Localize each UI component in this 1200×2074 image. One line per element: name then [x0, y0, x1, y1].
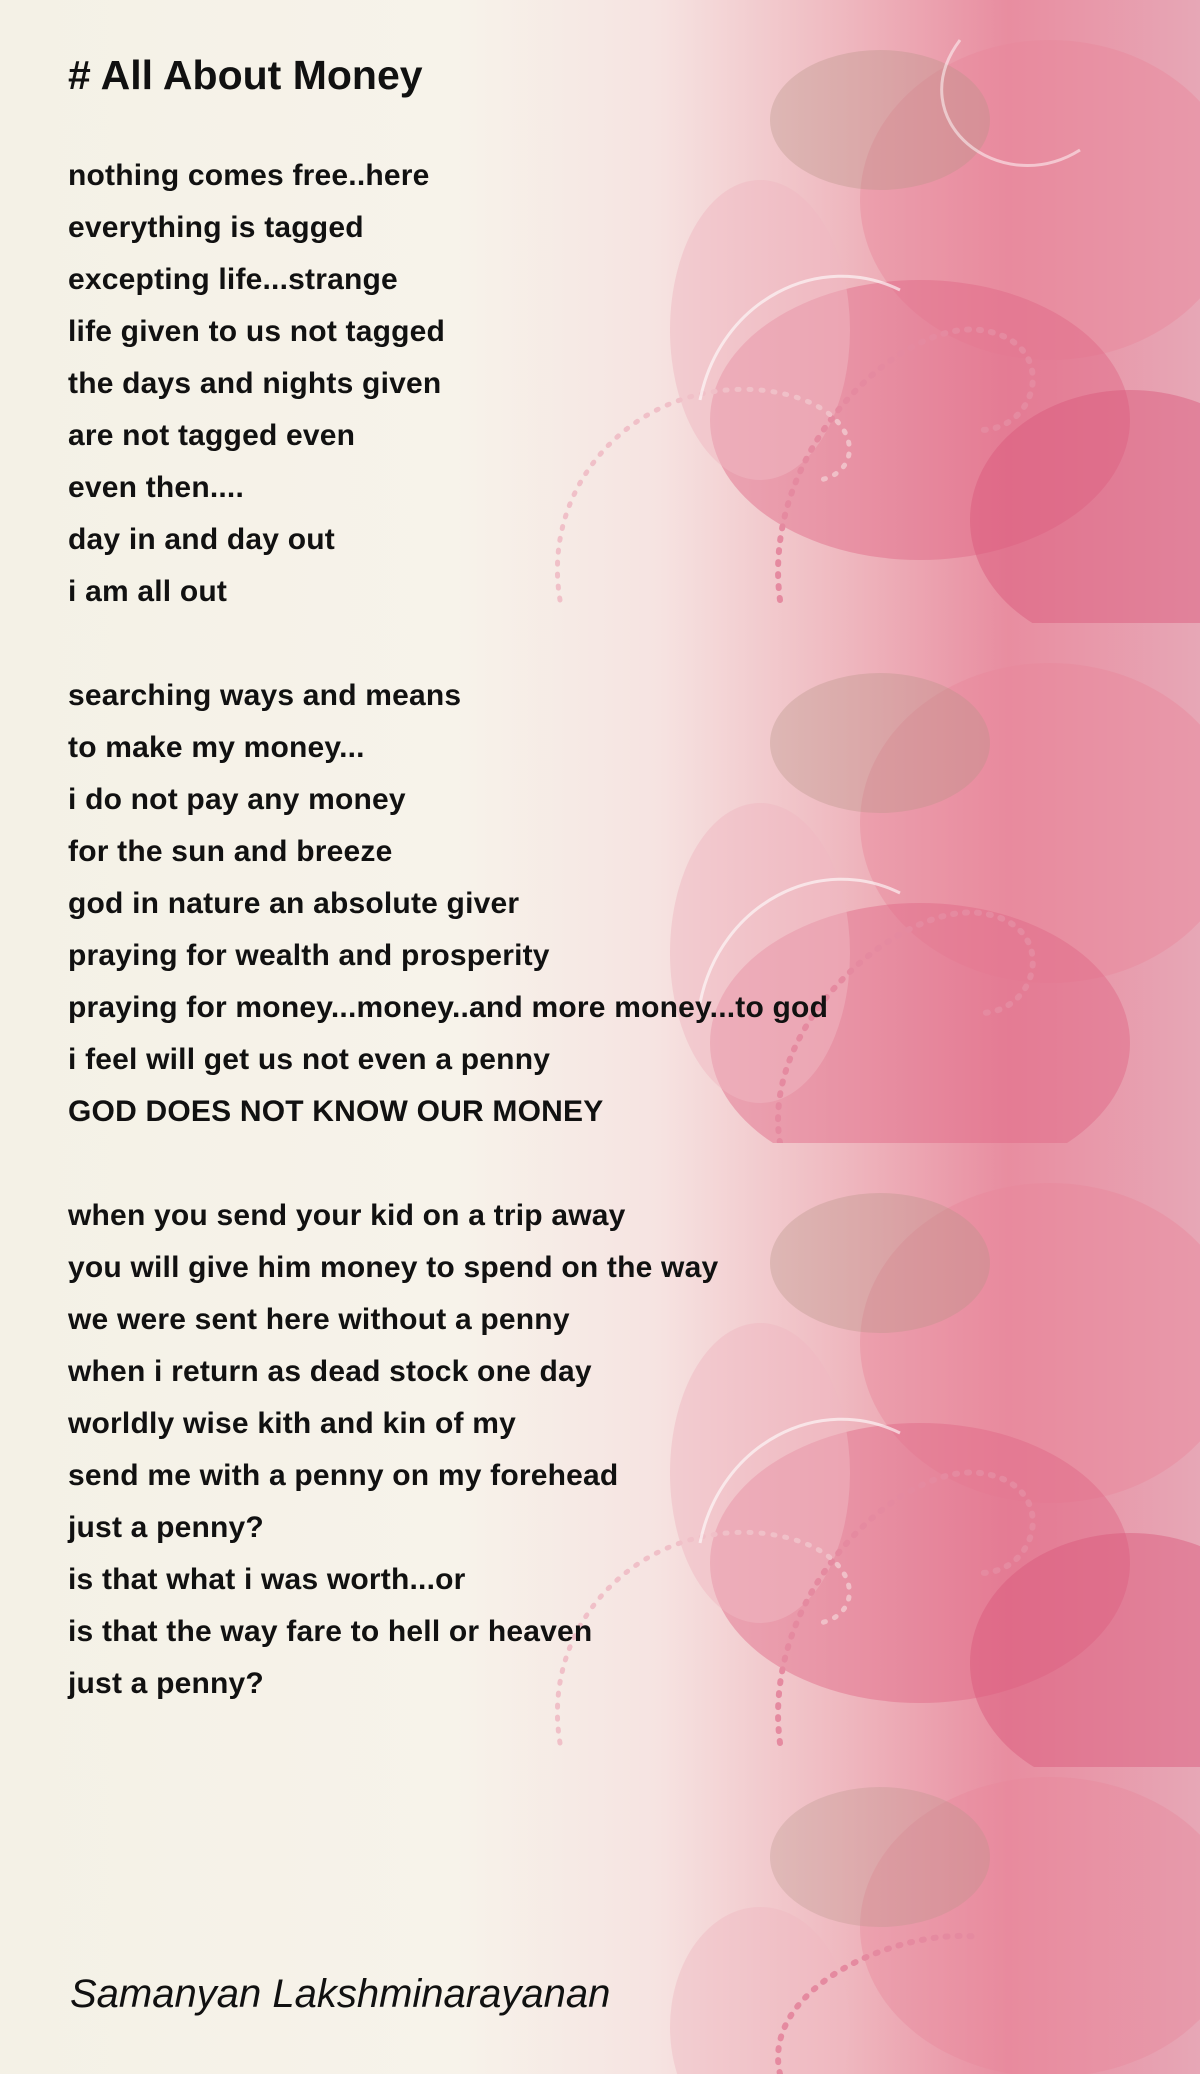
- poem-line: i do not pay any money: [68, 783, 406, 816]
- background-floral-4: [0, 1767, 1200, 2074]
- poem-line: even then....: [68, 471, 244, 504]
- poem-author: Samanyan Lakshminarayanan: [70, 1972, 611, 2016]
- poem-line: god in nature an absolute giver: [68, 887, 520, 920]
- poem-line: when you send your kid on a trip away: [68, 1199, 626, 1232]
- poem-line: searching ways and means: [68, 679, 462, 712]
- poem-line: i am all out: [68, 575, 228, 608]
- poem-line: when i return as dead stock one day: [68, 1355, 592, 1388]
- poem-line: to make my money...: [68, 731, 365, 764]
- poem-line: the days and nights given: [68, 367, 442, 400]
- poem-line: is that what i was worth...or: [68, 1563, 466, 1596]
- poem-line: praying for wealth and prosperity: [68, 939, 550, 972]
- poem-line: excepting life...strange: [68, 263, 398, 296]
- poem-line: nothing comes free..here: [68, 159, 430, 192]
- poem-line: send me with a penny on my forehead: [68, 1459, 619, 1492]
- poem-line: we were sent here without a penny: [68, 1303, 570, 1336]
- stanza-3: [68, 1190, 718, 1710]
- floral-decoration: [0, 1767, 1200, 2074]
- poem-line: GOD DOES NOT KNOW OUR MONEY: [68, 1095, 604, 1128]
- poem-line: are not tagged even: [68, 419, 356, 452]
- poem-title: # All About Money: [68, 52, 423, 98]
- poem-line: life given to us not tagged: [68, 315, 446, 348]
- poem-line: is that the way fare to hell or heaven: [68, 1615, 593, 1648]
- poem-line: worldly wise kith and kin of my: [68, 1407, 516, 1440]
- poem-line: just a penny?: [68, 1667, 264, 1700]
- poem-line: i feel will get us not even a penny: [68, 1043, 551, 1076]
- poem-line: just a penny?: [68, 1511, 264, 1544]
- poem-line: praying for money...money..and more money...to god: [68, 991, 829, 1024]
- poem-line: for the sun and breeze: [68, 835, 393, 868]
- poem-line: you will give him money to spend on the way: [68, 1251, 719, 1284]
- stanza-1: [68, 150, 445, 618]
- poem-line: everything is tagged: [68, 211, 364, 244]
- stanza-2: [68, 670, 828, 1138]
- poem-line: day in and day out: [68, 523, 335, 556]
